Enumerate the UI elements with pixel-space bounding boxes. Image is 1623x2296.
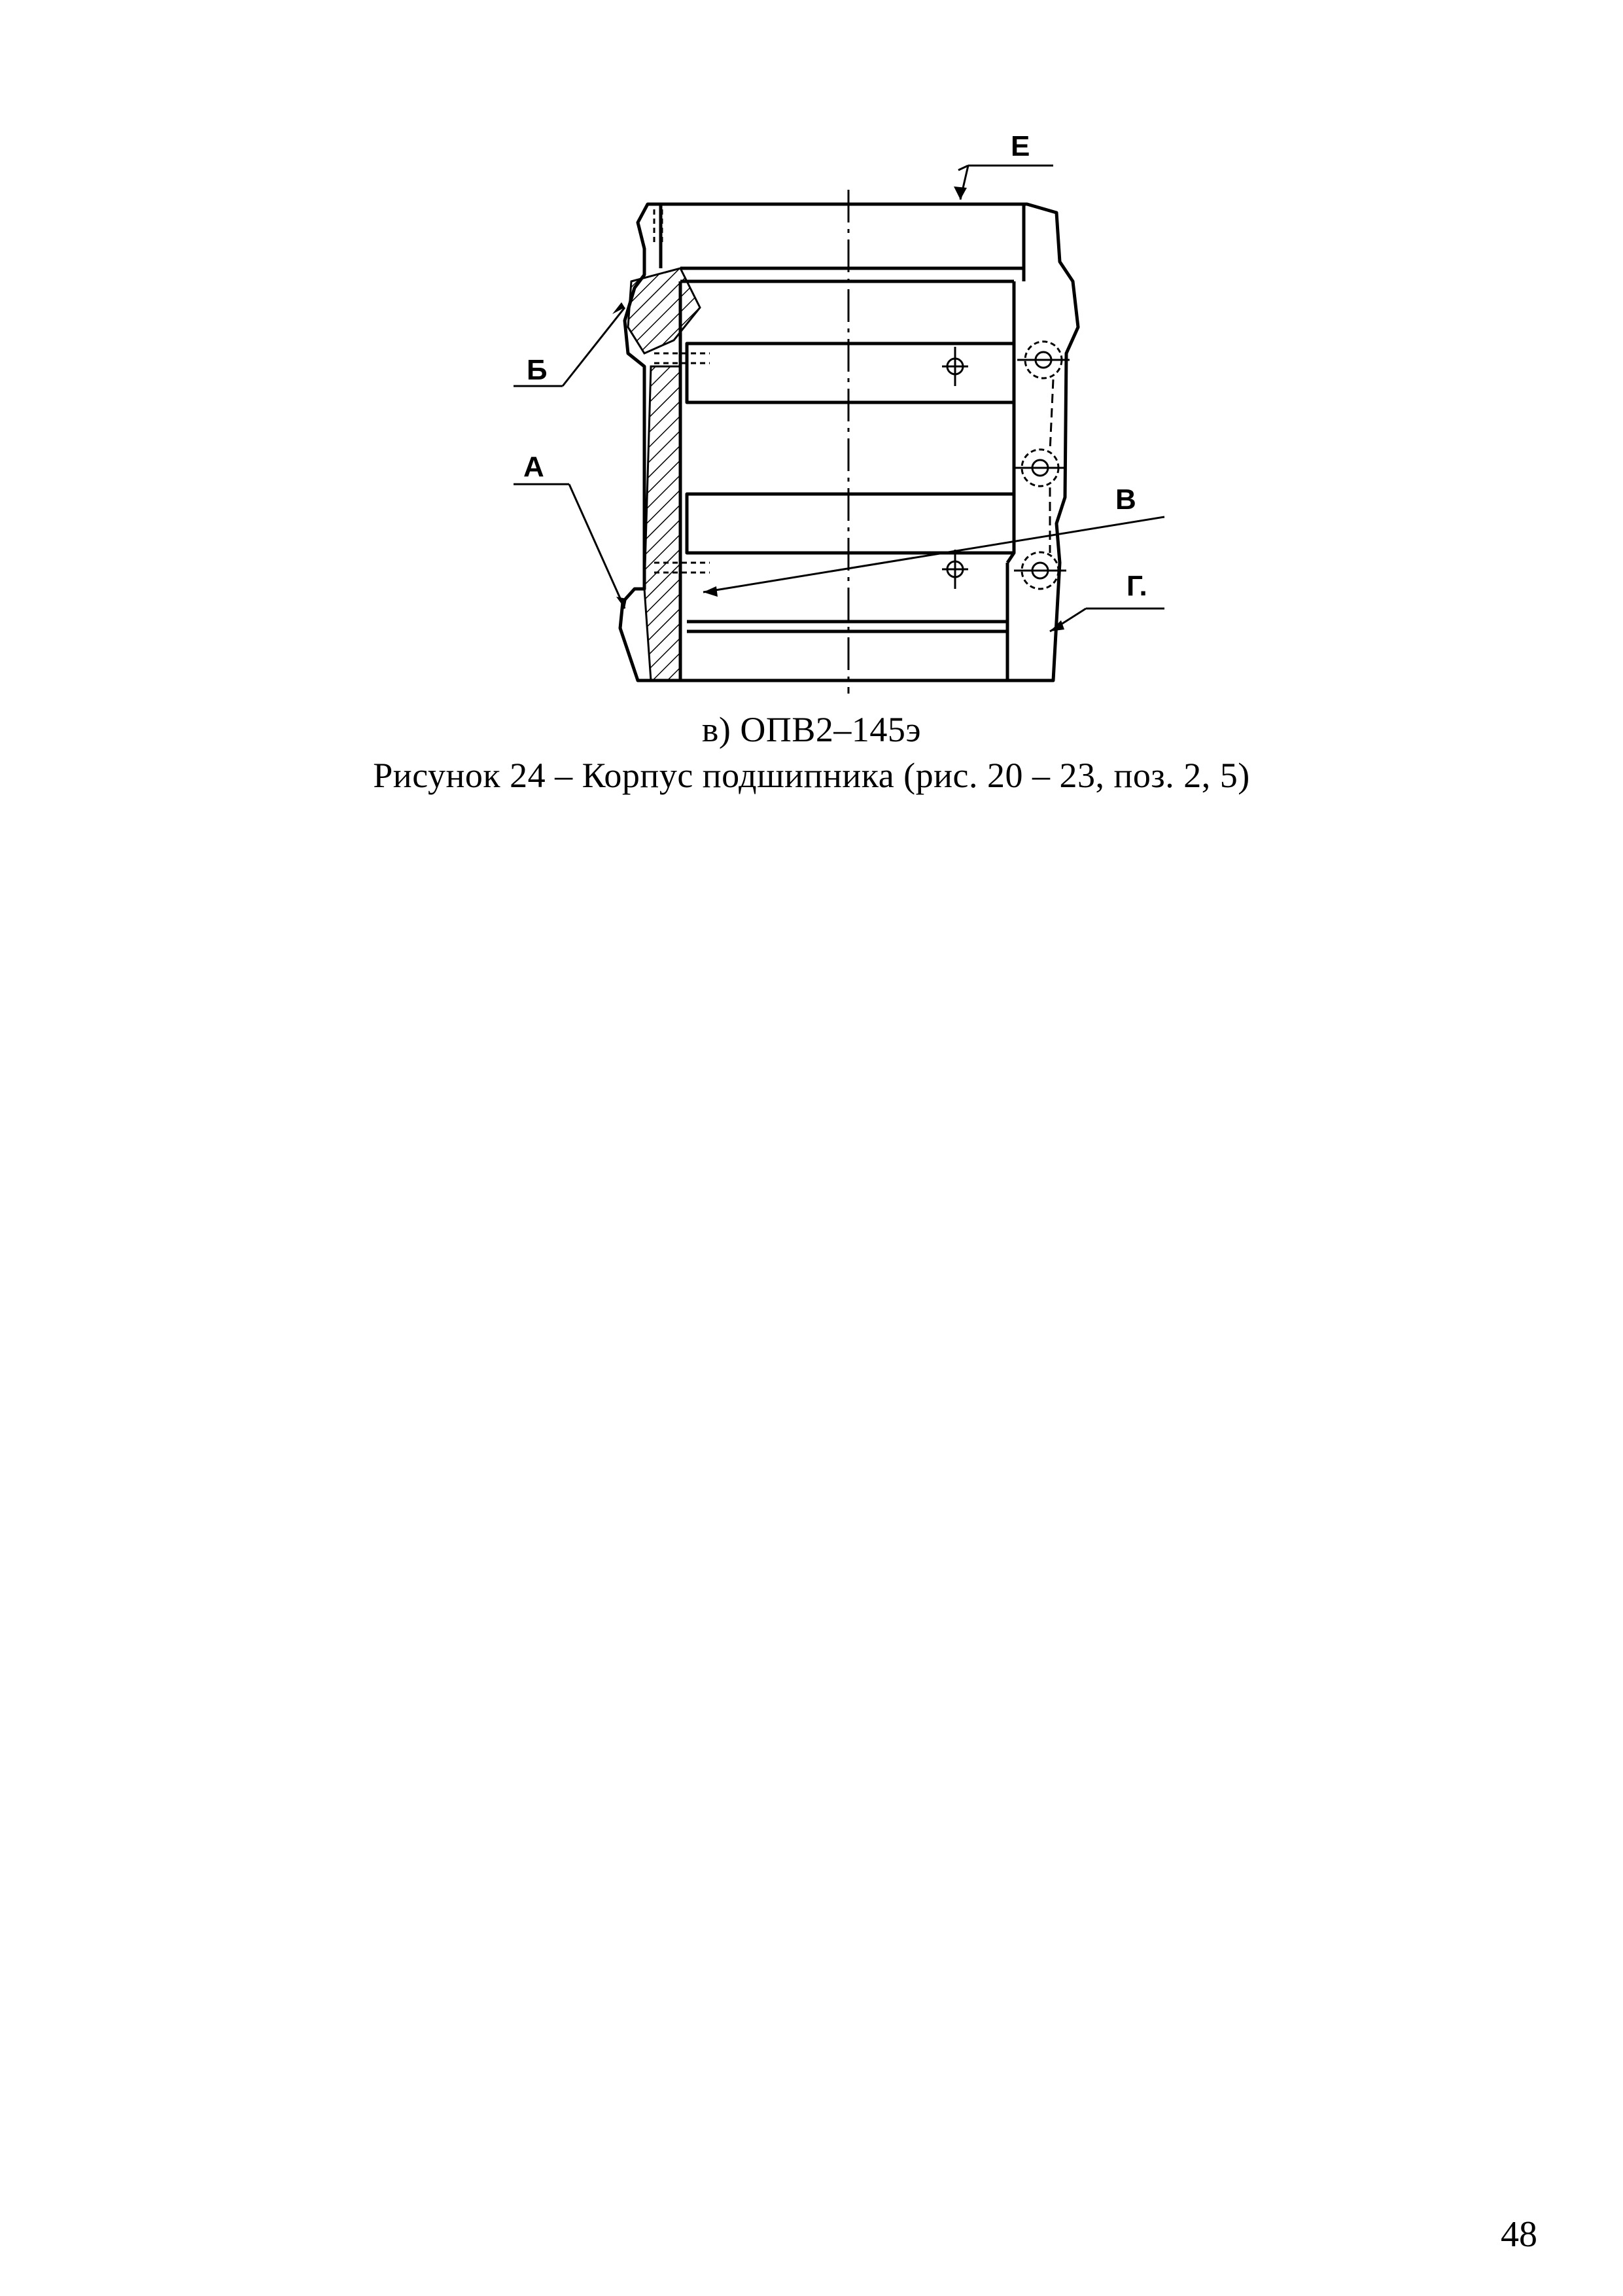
callout-g: Г. [1126,570,1147,602]
callout-b: Б [527,354,548,386]
figure-caption: Рисунок 24 – Корпус подшипника (рис. 20 – 23, поз. 2, 5) [373,756,1250,795]
hatched-section [644,366,680,680]
callout-v: В [1115,484,1136,516]
side-holes [1014,342,1070,589]
callout-a: А [523,451,544,483]
callout-e: Е [1011,130,1030,162]
page-number: 48 [1501,2214,1537,2255]
figure-subcaption: в) ОПВ2–145э [701,710,922,749]
bearing-housing-drawing [0,0,1623,720]
